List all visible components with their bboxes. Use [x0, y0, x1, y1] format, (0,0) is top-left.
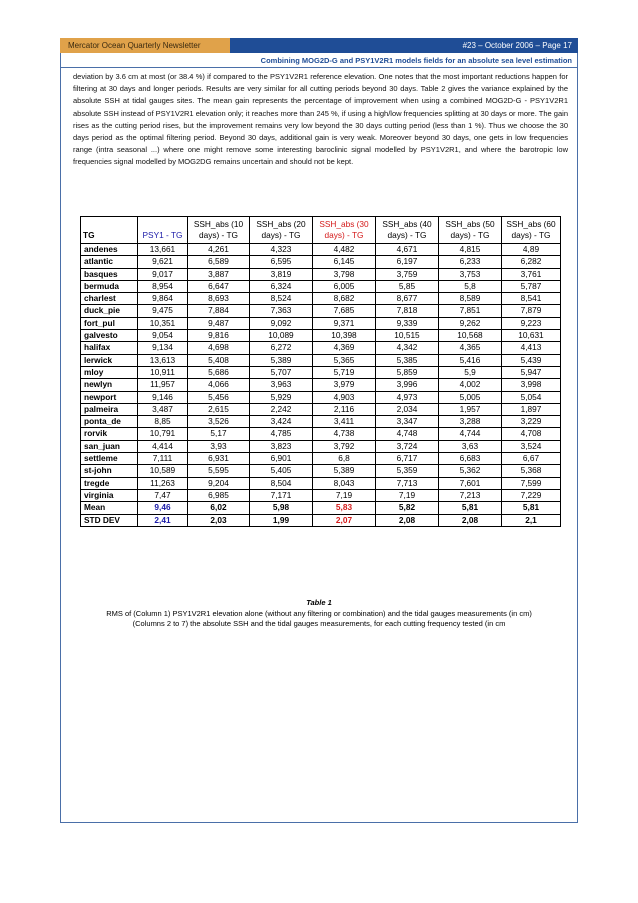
- cell-value: 8,589: [439, 293, 502, 305]
- cell-value: 2,41: [138, 514, 188, 526]
- caption-line-2: (Columns 2 to 7) the absolute SSH and the tidal gauges measurements, for each cutting frequency tested (in cm: [132, 619, 506, 628]
- cell-value: 6,67: [502, 453, 561, 465]
- cell-value: 3,524: [502, 440, 561, 452]
- cell-value: 5,81: [502, 502, 561, 514]
- cell-value: 6,005: [313, 280, 376, 292]
- cell-value: 4,698: [188, 342, 250, 354]
- cell-value: 5,005: [439, 391, 502, 403]
- cell-value: 6,324: [250, 280, 313, 292]
- cell-value: 10,791: [138, 428, 188, 440]
- cell-value: 7,111: [138, 453, 188, 465]
- header-10days: SSH_abs (10 days) - TG: [188, 217, 250, 244]
- row-station-name: bermuda: [81, 280, 138, 292]
- row-station-name: Mean: [81, 502, 138, 514]
- row-station-name: atlantic: [81, 256, 138, 268]
- cell-value: 3,798: [313, 268, 376, 280]
- cell-value: 10,589: [138, 465, 188, 477]
- cell-value: 6,589: [188, 256, 250, 268]
- cell-value: 4,369: [313, 342, 376, 354]
- cell-value: 7,213: [439, 489, 502, 501]
- cell-value: 2,615: [188, 403, 250, 415]
- row-station-name: STD DEV: [81, 514, 138, 526]
- table-row: [81, 391, 561, 403]
- cell-value: 6,282: [502, 256, 561, 268]
- header-psy1: PSY1 - TG: [138, 217, 188, 244]
- cell-value: 2,116: [313, 403, 376, 415]
- cell-value: 4,413: [502, 342, 561, 354]
- row-station-name: fort_pul: [81, 317, 138, 329]
- cell-value: 4,815: [439, 244, 502, 256]
- cell-value: 4,002: [439, 379, 502, 391]
- issue-page-info: #23 – October 2006 – Page 17: [462, 41, 572, 50]
- row-station-name: palmeira: [81, 403, 138, 415]
- cell-value: 5,456: [188, 391, 250, 403]
- cell-value: 3,411: [313, 416, 376, 428]
- cell-value: 6,595: [250, 256, 313, 268]
- table-row: [81, 330, 561, 342]
- cell-value: 9,223: [502, 317, 561, 329]
- cell-value: 7,818: [376, 305, 439, 317]
- table-row: [81, 244, 561, 256]
- cell-value: 7,713: [376, 477, 439, 489]
- cell-value: 7,599: [502, 477, 561, 489]
- header-40days: SSH_abs (40 days) - TG: [376, 217, 439, 244]
- cell-value: 9,134: [138, 342, 188, 354]
- cell-value: 4,482: [313, 244, 376, 256]
- cell-value: 3,526: [188, 416, 250, 428]
- cell-value: 6,683: [439, 453, 502, 465]
- cell-value: 5,719: [313, 366, 376, 378]
- cell-value: 6,717: [376, 453, 439, 465]
- cell-value: 3,347: [376, 416, 439, 428]
- table-row: [81, 453, 561, 465]
- header-30days: SSH_abs (30 days) - TG: [313, 217, 376, 244]
- table-row: [81, 342, 561, 354]
- row-station-name: galvesto: [81, 330, 138, 342]
- cell-value: 5,9: [439, 366, 502, 378]
- results-table: [80, 216, 561, 527]
- table-row: [81, 403, 561, 415]
- cell-value: 5,416: [439, 354, 502, 366]
- cell-value: 5,859: [376, 366, 439, 378]
- row-station-name: lerwick: [81, 354, 138, 366]
- table-row: [81, 280, 561, 292]
- cell-value: 6,233: [439, 256, 502, 268]
- cell-value: 3,887: [188, 268, 250, 280]
- cell-value: 6,8: [313, 453, 376, 465]
- cell-value: 8,524: [250, 293, 313, 305]
- cell-value: 8,85: [138, 416, 188, 428]
- cell-value: 4,261: [188, 244, 250, 256]
- cell-value: 8,677: [376, 293, 439, 305]
- row-station-name: st-john: [81, 465, 138, 477]
- cell-value: 9,864: [138, 293, 188, 305]
- cell-value: 3,963: [250, 379, 313, 391]
- cell-value: 3,792: [313, 440, 376, 452]
- cell-value: 3,229: [502, 416, 561, 428]
- cell-value: 9,262: [439, 317, 502, 329]
- caption-line-1: RMS of (Column 1) PSY1V2R1 elevation alone (without any filtering or combination) and the tidal gauges measurements (in cm): [106, 608, 532, 618]
- cell-value: 6,272: [250, 342, 313, 354]
- table-row: [81, 317, 561, 329]
- table-row: [81, 293, 561, 305]
- cell-value: 4,066: [188, 379, 250, 391]
- cell-value: 6,145: [313, 256, 376, 268]
- cell-value: 7,19: [376, 489, 439, 501]
- cell-value: 4,365: [439, 342, 502, 354]
- cell-value: 7,851: [439, 305, 502, 317]
- cell-value: 10,568: [439, 330, 502, 342]
- cell-value: 3,823: [250, 440, 313, 452]
- row-station-name: duck_pie: [81, 305, 138, 317]
- cell-value: 5,947: [502, 366, 561, 378]
- table-container: [80, 216, 560, 527]
- cell-value: 5,8: [439, 280, 502, 292]
- cell-value: 3,998: [502, 379, 561, 391]
- cell-value: 9,339: [376, 317, 439, 329]
- cell-value: 4,671: [376, 244, 439, 256]
- cell-value: 7,601: [439, 477, 502, 489]
- cell-value: 9,816: [188, 330, 250, 342]
- cell-value: 3,979: [313, 379, 376, 391]
- table-row: [81, 416, 561, 428]
- row-station-name: basques: [81, 268, 138, 280]
- cell-value: 4,708: [502, 428, 561, 440]
- cell-value: 2,07: [313, 514, 376, 526]
- cell-value: 3,759: [376, 268, 439, 280]
- cell-value: 6,647: [188, 280, 250, 292]
- cell-value: 7,685: [313, 305, 376, 317]
- cell-value: 8,504: [250, 477, 313, 489]
- newsletter-name: Mercator Ocean Quarterly Newsletter: [60, 38, 230, 53]
- cell-value: 7,884: [188, 305, 250, 317]
- article-title: Combining MOG2D-G and PSY1V2R1 models fields for an absolute sea level estimation: [60, 53, 578, 68]
- cell-value: 9,092: [250, 317, 313, 329]
- cell-value: 13,613: [138, 354, 188, 366]
- cell-value: 5,054: [502, 391, 561, 403]
- cell-value: 5,85: [376, 280, 439, 292]
- cell-value: 4,744: [439, 428, 502, 440]
- cell-value: 3,753: [439, 268, 502, 280]
- cell-value: 5,385: [376, 354, 439, 366]
- cell-value: 5,365: [313, 354, 376, 366]
- cell-value: 2,242: [250, 403, 313, 415]
- cell-value: 11,957: [138, 379, 188, 391]
- cell-value: 1,957: [439, 403, 502, 415]
- row-station-name: san_juan: [81, 440, 138, 452]
- cell-value: 8,682: [313, 293, 376, 305]
- cell-value: 2,034: [376, 403, 439, 415]
- cell-value: 5,82: [376, 502, 439, 514]
- cell-value: 7,229: [502, 489, 561, 501]
- cell-value: 5,707: [250, 366, 313, 378]
- table-row: [81, 440, 561, 452]
- caption-title: Table 1: [306, 598, 332, 607]
- cell-value: 4,748: [376, 428, 439, 440]
- cell-value: 5,929: [250, 391, 313, 403]
- cell-value: 3,724: [376, 440, 439, 452]
- cell-value: 3,487: [138, 403, 188, 415]
- row-station-name: rorvik: [81, 428, 138, 440]
- row-station-name: tregde: [81, 477, 138, 489]
- cell-value: 5,787: [502, 280, 561, 292]
- cell-value: 7,19: [313, 489, 376, 501]
- cell-value: 6,197: [376, 256, 439, 268]
- cell-value: 5,17: [188, 428, 250, 440]
- table-row: [81, 366, 561, 378]
- table-body: [81, 244, 561, 502]
- cell-value: 3,996: [376, 379, 439, 391]
- cell-value: 9,371: [313, 317, 376, 329]
- cell-value: 3,819: [250, 268, 313, 280]
- cell-value: 2,1: [502, 514, 561, 526]
- body-paragraph: deviation by 3.6 cm at most (or 38.4 %) if compared to the PSY1V2R1 reference elevation. One notes that the most important reductions happen for filtering at 30 days and longer periods. Results are very similar for all cutting periods beyond 30 days. Table 2 gives the variance explained by the absolute SSH at tidal gauges sites. The mean gain represents the percentage of improvement when using a combined MOG2D-G - PSY1V2R1 absolute SSH instead of PSY1V2R1 elevation only; it reaches more than 245 %, if using a high/low frequencies splitting at 30 days or more. The gain rises as the cutting period rises, but the improvement remains very low beyond the 30 days cutting period (less than 1 %). Thus we choose the 30 days period as the optimal filtering period. Beyond 30 days, additional gain is very weak. Moreover beyond 30 days, one gets in low frequencies range (intra seasonal ...) where one might remove some interesting baroclinic signal modelled by PSY1V2R1, and where the barotropic low frequencies signal modelled by MOG2DG remains uncertain and should not be kept.: [73, 72, 568, 167]
- cell-value: 9,475: [138, 305, 188, 317]
- cell-value: 4,342: [376, 342, 439, 354]
- cell-value: 4,414: [138, 440, 188, 452]
- cell-value: 5,408: [188, 354, 250, 366]
- cell-value: 2,08: [376, 514, 439, 526]
- cell-value: 9,487: [188, 317, 250, 329]
- cell-value: 3,761: [502, 268, 561, 280]
- row-station-name: newlyn: [81, 379, 138, 391]
- cell-value: 2,08: [439, 514, 502, 526]
- table-summary: [81, 502, 561, 527]
- cell-value: 1,897: [502, 403, 561, 415]
- cell-value: 5,595: [188, 465, 250, 477]
- cell-value: 10,351: [138, 317, 188, 329]
- table-row: [81, 379, 561, 391]
- summary-row: [81, 514, 561, 526]
- table-row: [81, 477, 561, 489]
- row-station-name: halifax: [81, 342, 138, 354]
- cell-value: 9,621: [138, 256, 188, 268]
- cell-value: 5,81: [439, 502, 502, 514]
- table-row: [81, 268, 561, 280]
- cell-value: 11,263: [138, 477, 188, 489]
- cell-value: 7,171: [250, 489, 313, 501]
- cell-value: 3,424: [250, 416, 313, 428]
- cell-value: 3,93: [188, 440, 250, 452]
- row-station-name: ponta_de: [81, 416, 138, 428]
- cell-value: 2,03: [188, 514, 250, 526]
- summary-row: [81, 502, 561, 514]
- cell-value: 5,368: [502, 465, 561, 477]
- cell-value: 3,288: [439, 416, 502, 428]
- table-caption: [66, 598, 572, 630]
- cell-value: 7,363: [250, 305, 313, 317]
- cell-value: 6,901: [250, 453, 313, 465]
- row-station-name: newport: [81, 391, 138, 403]
- cell-value: 9,054: [138, 330, 188, 342]
- cell-value: 5,83: [313, 502, 376, 514]
- cell-value: 7,879: [502, 305, 561, 317]
- cell-value: 5,405: [250, 465, 313, 477]
- cell-value: 9,017: [138, 268, 188, 280]
- cell-value: 5,98: [250, 502, 313, 514]
- cell-value: 4,903: [313, 391, 376, 403]
- cell-value: 8,693: [188, 293, 250, 305]
- cell-value: 10,089: [250, 330, 313, 342]
- cell-value: 9,46: [138, 502, 188, 514]
- cell-value: 6,931: [188, 453, 250, 465]
- cell-value: 8,043: [313, 477, 376, 489]
- cell-value: 13,661: [138, 244, 188, 256]
- cell-value: 4,785: [250, 428, 313, 440]
- cell-value: 10,515: [376, 330, 439, 342]
- cell-value: 5,686: [188, 366, 250, 378]
- header-tg: TG: [81, 217, 138, 244]
- cell-value: 5,389: [313, 465, 376, 477]
- cell-value: 4,973: [376, 391, 439, 403]
- cell-value: 5,439: [502, 354, 561, 366]
- header-bar: [60, 38, 578, 53]
- cell-value: 4,738: [313, 428, 376, 440]
- cell-value: 1,99: [250, 514, 313, 526]
- cell-value: 10,398: [313, 330, 376, 342]
- row-station-name: charlest: [81, 293, 138, 305]
- cell-value: 6,985: [188, 489, 250, 501]
- cell-value: 5,362: [439, 465, 502, 477]
- cell-value: 5,359: [376, 465, 439, 477]
- cell-value: 7,47: [138, 489, 188, 501]
- table-row: [81, 428, 561, 440]
- header-60days: SSH_abs (60 days) - TG: [502, 217, 561, 244]
- row-station-name: mloy: [81, 366, 138, 378]
- cell-value: 10,911: [138, 366, 188, 378]
- cell-value: 8,954: [138, 280, 188, 292]
- row-station-name: virginia: [81, 489, 138, 501]
- table-row: [81, 256, 561, 268]
- table-row: [81, 489, 561, 501]
- table-row: [81, 465, 561, 477]
- cell-value: 10,631: [502, 330, 561, 342]
- row-station-name: andenes: [81, 244, 138, 256]
- table-row: [81, 305, 561, 317]
- cell-value: 8,541: [502, 293, 561, 305]
- table-row: [81, 354, 561, 366]
- cell-value: 4,89: [502, 244, 561, 256]
- row-station-name: settleme: [81, 453, 138, 465]
- header-50days: SSH_abs (50 days) - TG: [439, 217, 502, 244]
- cell-value: 9,146: [138, 391, 188, 403]
- cell-value: 3,63: [439, 440, 502, 452]
- cell-value: 9,204: [188, 477, 250, 489]
- table-header-row: [81, 217, 561, 244]
- header-20days: SSH_abs (20 days) - TG: [250, 217, 313, 244]
- cell-value: 5,389: [250, 354, 313, 366]
- cell-value: 6,02: [188, 502, 250, 514]
- cell-value: 4,323: [250, 244, 313, 256]
